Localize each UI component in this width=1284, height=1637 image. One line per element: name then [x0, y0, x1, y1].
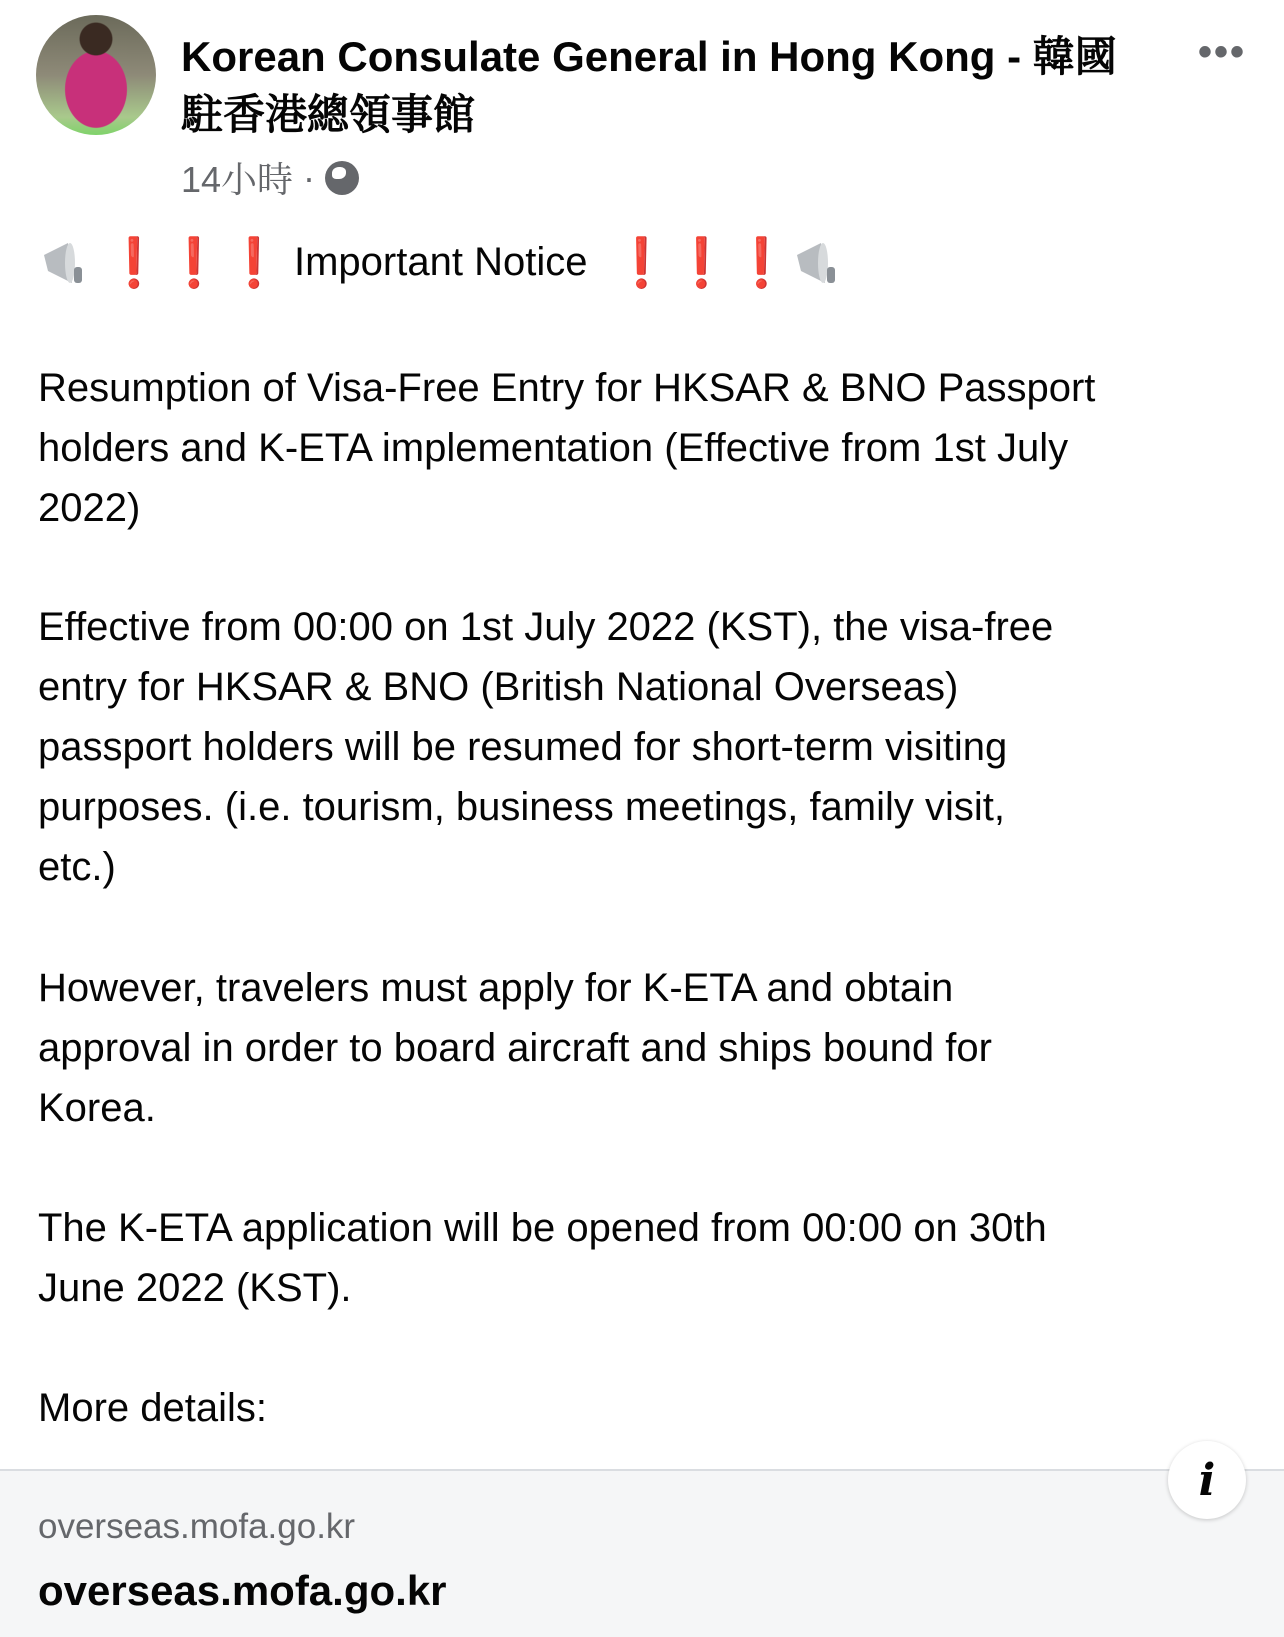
- exclamation-icon: ❗: [671, 237, 732, 290]
- info-icon[interactable]: i: [1168, 1441, 1246, 1519]
- notice-text: Important Notice: [294, 240, 588, 284]
- exclamation-icon: ❗: [164, 237, 224, 290]
- page-name[interactable]: Korean Consulate General in Hong Kong - 韓國駐香港總領事館: [181, 33, 1117, 138]
- paragraph-however: [38, 958, 992, 1138]
- more-options-icon[interactable]: •••: [1198, 30, 1247, 74]
- text-line: Resumption of Visa-Free Entry for HKSAR & BNO Passport: [38, 366, 1096, 410]
- text-line: The K-ETA application will be opened from 00:00 on 30th: [38, 1206, 1047, 1250]
- link-domain: overseas.mofa.go.kr: [38, 1507, 356, 1546]
- paragraph-application: [38, 1198, 1047, 1318]
- globe-icon: [325, 161, 359, 195]
- text-line: Effective from 00:00 on 1st July 2022 (KST), the visa-free: [38, 605, 1054, 649]
- paragraph-effective: [38, 597, 1053, 897]
- paragraph-more-details: [38, 1378, 267, 1438]
- post-time[interactable]: 14小時: [181, 159, 294, 200]
- exclamation-icon: ❗: [731, 237, 792, 290]
- text-line: More details:: [38, 1386, 267, 1430]
- separator: ·: [303, 156, 316, 198]
- text-line: etc.): [38, 845, 116, 889]
- exclamation-icon: ❗: [104, 237, 164, 290]
- notice-heading: [38, 234, 843, 291]
- page-avatar[interactable]: [36, 15, 156, 135]
- megaphone-icon: [38, 237, 90, 289]
- text-line: entry for HKSAR & BNO (British National Overseas): [38, 665, 959, 709]
- post-meta: [181, 152, 359, 203]
- link-preview[interactable]: [0, 1469, 1284, 1637]
- text-line: However, travelers must apply for K-ETA and obtain: [38, 966, 954, 1010]
- text-line: holders and K-ETA implementation (Effective from 1st July: [38, 426, 1069, 470]
- text-line: Korea.: [38, 1086, 156, 1130]
- exclamation-icon: ❗: [611, 237, 672, 290]
- paragraph-title: [38, 358, 1095, 538]
- exclamation-icon: ❗: [224, 237, 284, 290]
- megaphone-icon: [791, 237, 843, 289]
- text-line: passport holders will be resumed for short-term visiting: [38, 725, 1008, 769]
- text-line: June 2022 (KST).: [38, 1266, 352, 1310]
- text-line: approval in order to board aircraft and ships bound for: [38, 1026, 992, 1070]
- link-title[interactable]: overseas.mofa.go.kr: [38, 1567, 447, 1614]
- text-line: purposes. (i.e. tourism, business meetings, family visit,: [38, 785, 1006, 829]
- text-line: 2022): [38, 486, 141, 530]
